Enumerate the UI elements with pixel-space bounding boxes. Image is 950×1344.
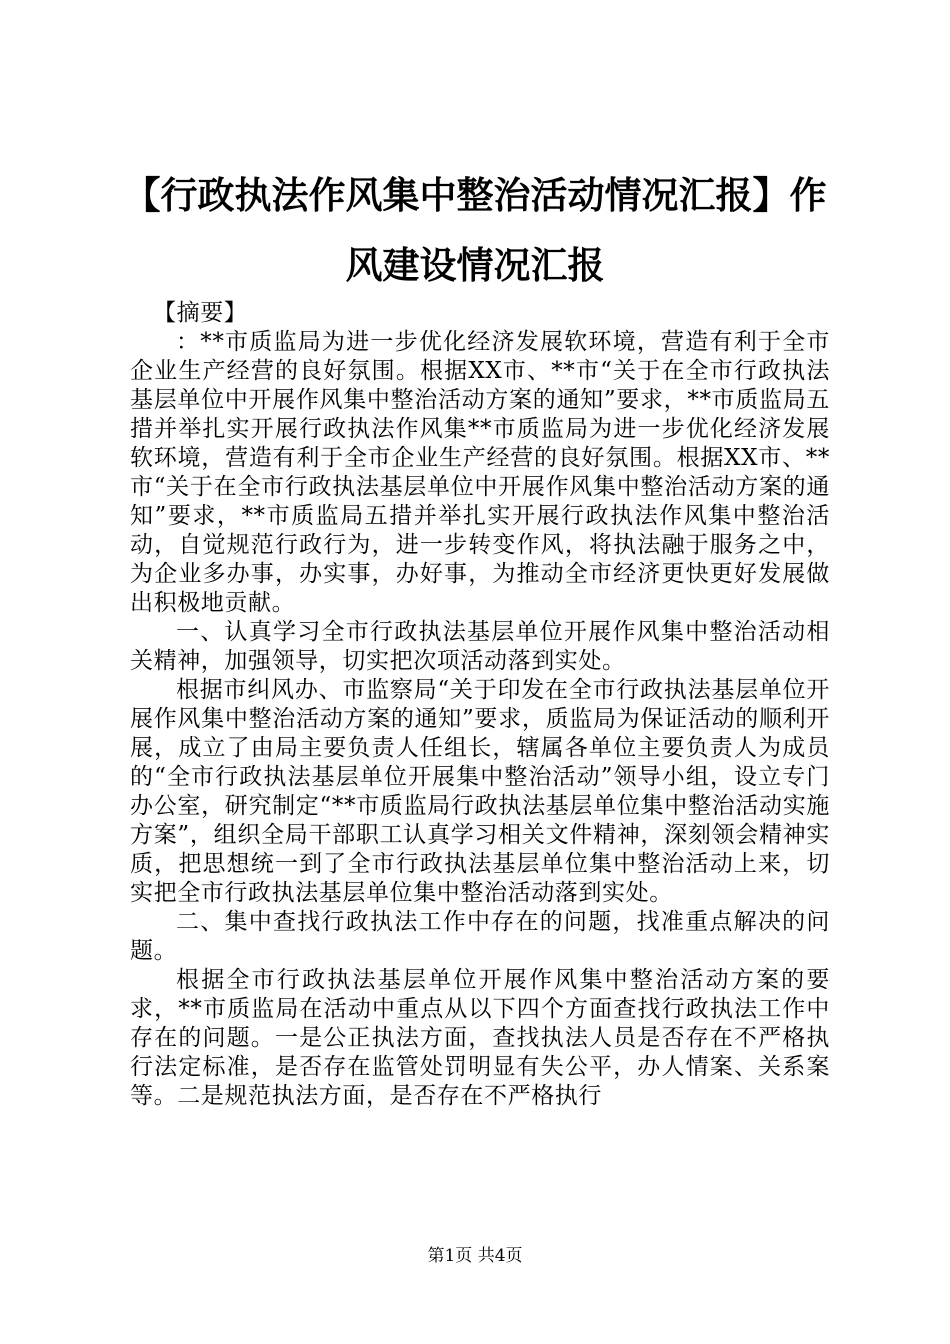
document-title: 【行政执法作风集中整治活动情况汇报】作风建设情况汇报	[123, 173, 827, 287]
page-number-indicator: 第1页 共4页	[427, 1246, 523, 1266]
heading-section-1: 一、认真学习全市行政执法基层单位开展作风集中整治活动相关精神，加强领导，切实把次项活动落到实处。	[130, 619, 830, 674]
page-footer	[0, 1244, 950, 1268]
paragraph-section-2: 根据全市行政执法基层单位开展作风集中整治活动方案的要求，**市质监局在活动中重点从以下四个方面查找行政执法工作中存在的问题。一是公正执法方面，查找执法人员是否存在不严格执行法定标准，是否存在监管处罚明显有失公平，办人情案、关系案等。二是规范执法方面，是否存在不严格执行	[130, 967, 830, 1109]
paragraph-abstract: ：**市质监局为进一步优化经济发展软环境，营造有利于全市企业生产经营的良好氛围。根据XX市、**市“关于在全市行政执法基层单位中开展作风集中整治活动方案的通知”要求，**市质监局五措并举扎实开展行政执法作风集**市质监局为进一步优化经济发展软环境，营造有利于全市企业生产经营的良好氛围。根据XX市、**市“关于在全市行政执法基层单位中开展作风集中整治活动方案的通知”要求，**市质监局五措并举扎实开展行政执法作风集中整治活动，自觉规范行政行为，进一步转变作风，将执法融于服务之中，为企业多办事，办实事，办好事，为推动全市经济更快更好发展做出积极地贡献。	[130, 329, 830, 616]
heading-section-2: 二、集中查找行政执法工作中存在的问题，找准重点解决的问题。	[130, 909, 830, 964]
document-body	[130, 299, 830, 1111]
abstract-label: 【摘要】	[153, 300, 248, 326]
paragraph-section-1: 根据市纠风办、市监察局“关于印发在全市行政执法基层单位开展作风集中整治活动方案的通知”要求，质监局为保证活动的顺利开展，成立了由局主要负责人任组长，辖属各单位主要负责人为成员的“全市行政执法基层单位开展集中整治活动”领导小组，设立专门办公室，研究制定“**市质监局行政执法基层单位集中整治活动实施方案”，组织全局干部职工认真学习相关文件精神，深刻领会精神实质，把思想统一到了全市行政执法基层单位集中整治活动上来，切实把全市行政执法基层单位集中整治活动落到实处。	[130, 677, 830, 906]
